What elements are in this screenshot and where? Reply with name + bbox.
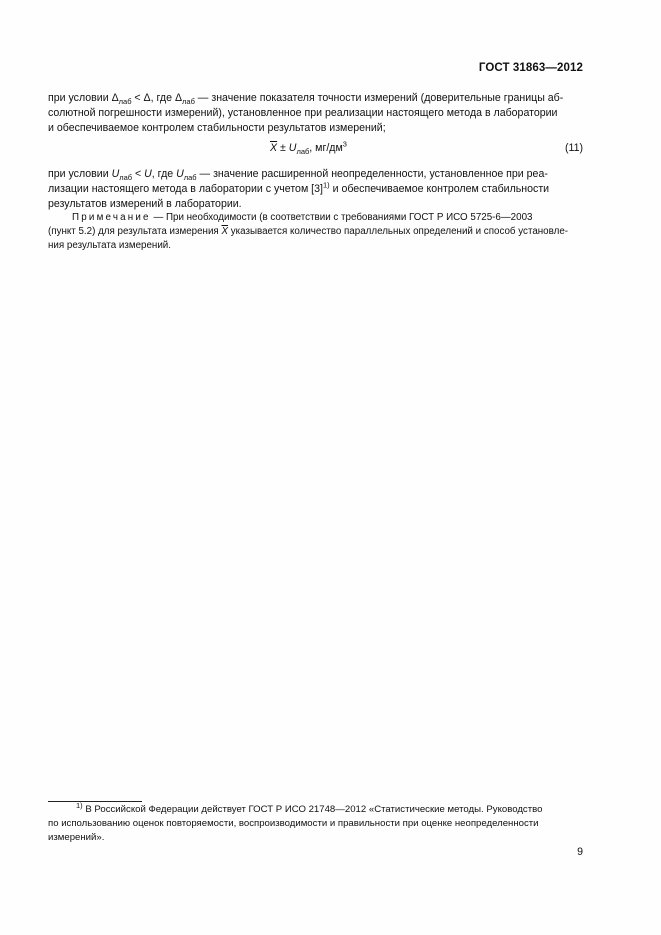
paragraph-condition-uncertainty: [48, 167, 583, 212]
footnote-line: измерений».: [48, 832, 105, 843]
footnote-line: по использованию оценок повторяемости, воспроизводимости и правильности при оценке неопределенности: [48, 818, 539, 829]
formula-expression: $\overline{X} \pm U_{лаб}$, $мг/дм^3$: [270, 139, 347, 157]
note-line: Примечание — При необходимости (в соответствии с требованиями ГОСТ Р ИСО 5725-6—2003: [72, 212, 533, 223]
page-number: 9: [577, 846, 583, 858]
paragraph-condition-delta: [48, 91, 583, 136]
formula-11: [48, 139, 583, 158]
note-block: [48, 211, 583, 253]
standard-code-header: ГОСТ 31863—2012: [478, 62, 583, 74]
footnote-block: [48, 800, 583, 845]
paragraph-line: и обеспечиваемое контролем стабильности результатов измерений;: [48, 122, 386, 134]
paragraph-line: лизации настоящего метода в лаборатории с учетом $[3]^{1)}$ и обеспечиваемое контролем стабильности: [48, 180, 550, 195]
paragraph-line: при условии $U_{лаб} < U$, где $U_{лаб}$ — значение расширенной неопределенности, установленное при реа-: [48, 168, 548, 183]
footnote-divider: [48, 801, 142, 802]
note-line: ния результата измерений.: [48, 240, 171, 251]
paragraph-line: солютной погрешности измерений), установленное при реализации настоящего метода в лаборатории: [48, 107, 558, 119]
note-line: (пункт 5.2) для результата измерения $\overline{X}$ указывается количество параллельных определений и способ установле-: [48, 226, 569, 237]
footnote-marker: 1): [76, 800, 83, 810]
footnote-line: $^{1)}$ В Российской Федерации действует ГОСТ Р ИСО 21748—2012 «Статистические методы. Руководство: [76, 800, 543, 815]
paragraph-line: результатов измерений в лаборатории.: [48, 198, 242, 210]
formula-number: (11): [564, 142, 583, 154]
note-label: Примечание: [72, 212, 151, 223]
paragraph-line: при условии $\Delta_{лаб} < \Delta$, где $\Delta_{лаб}$ — значение показателя точности измерений (доверительные границы аб-: [48, 92, 564, 107]
